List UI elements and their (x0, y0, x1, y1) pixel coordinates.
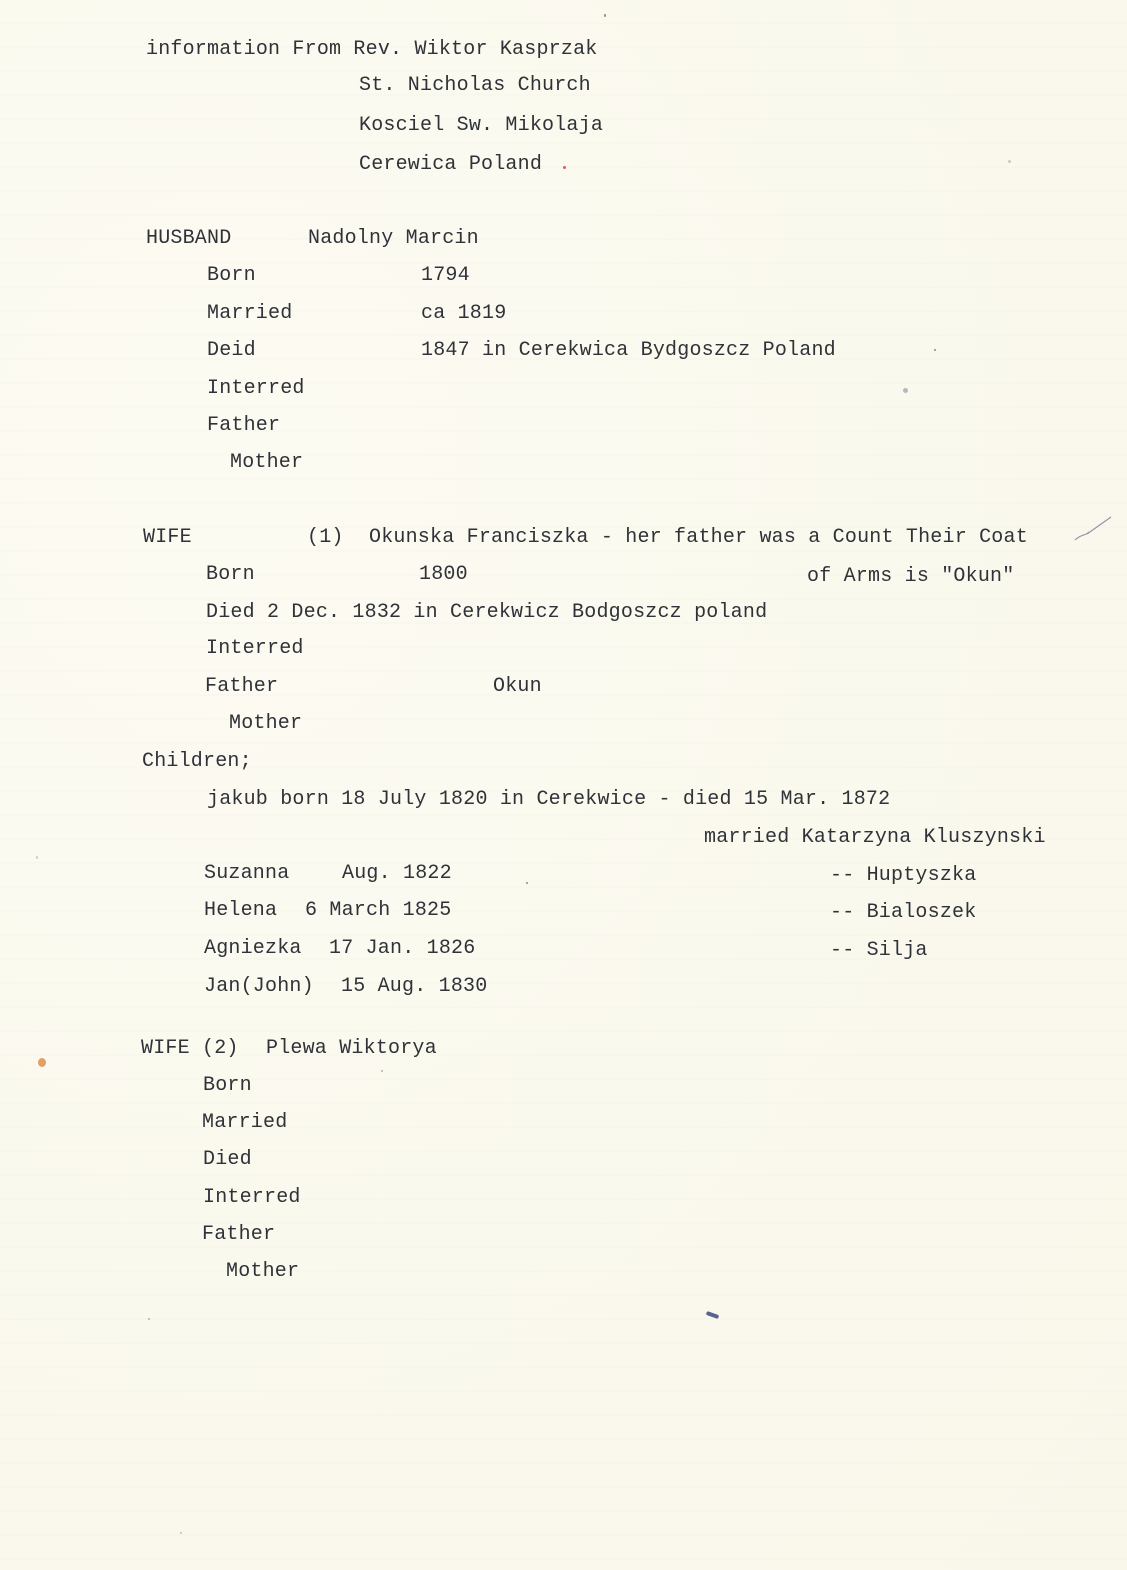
wife1-coat-of-arms-note: of Arms is "Okun" (807, 565, 1015, 588)
wife1-heading: WIFE (143, 526, 192, 549)
wife1-interred-label: Interred (206, 637, 304, 660)
husband-married-value: ca 1819 (421, 302, 507, 325)
ink-speck (934, 349, 936, 351)
child-name: Helena (204, 899, 278, 922)
check-mark-icon (1073, 514, 1113, 544)
ink-speck (563, 166, 566, 169)
wife1-number: (1) (307, 526, 344, 549)
wife1-mother-label: Mother (229, 712, 303, 735)
child-jakub-line: jakub born 18 July 1820 in Cerekwice - died 15 Mar. 1872 (207, 788, 891, 811)
child-name: Jan(John) (204, 975, 314, 998)
child-name: Suzanna (204, 862, 290, 885)
ink-speck (381, 1070, 383, 1072)
husband-died-value: 1847 in Cerekwica Bydgoszcz Poland (421, 339, 836, 362)
child-spouse: -- Silja (830, 939, 928, 962)
wife2-heading: WIFE (2) (141, 1037, 239, 1060)
husband-heading: HUSBAND (146, 227, 232, 250)
children-heading: Children; (142, 750, 252, 773)
husband-father-label: Father (207, 414, 281, 437)
husband-born-label: Born (207, 264, 256, 287)
ink-speck (148, 1318, 150, 1320)
husband-name: Nadolny Marcin (308, 227, 479, 250)
wife1-born-value: 1800 (419, 563, 468, 586)
paper-stain (38, 1058, 46, 1067)
wife2-interred-label: Interred (203, 1186, 301, 1209)
ink-speck (36, 856, 38, 859)
header-church-name: St. Nicholas Church (359, 74, 591, 97)
husband-died-label: Deid (207, 339, 256, 362)
child-spouse: -- Huptyszka (830, 864, 977, 887)
wife1-father-value: Okun (493, 675, 542, 698)
child-jakub-spouse: married Katarzyna Kluszynski (704, 826, 1046, 849)
wife1-born-label: Born (206, 563, 255, 586)
wife2-died-label: Died (203, 1148, 252, 1171)
header-church-polish-name: Kosciel Sw. Mikolaja (359, 114, 604, 137)
ink-speck (604, 14, 606, 17)
ink-speck (1008, 160, 1011, 163)
child-date: 6 March 1825 (305, 899, 452, 922)
husband-married-label: Married (207, 302, 293, 325)
wife1-name-note: Okunska Franciszka - her father was a Count Their Coat (369, 526, 1028, 549)
wife1-died-line: Died 2 Dec. 1832 in Cerekwicz Bodgoszcz poland (206, 601, 768, 624)
ink-mark (706, 1311, 720, 1319)
ink-speck (526, 882, 528, 884)
child-spouse: -- Bialoszek (830, 901, 977, 924)
wife2-name: Plewa Wiktorya (266, 1037, 437, 1060)
header-source-line: information From Rev. Wiktor Kasprzak (146, 38, 598, 61)
ink-speck (180, 1532, 182, 1534)
wife2-mother-label: Mother (226, 1260, 300, 1283)
child-date: 15 Aug. 1830 (341, 975, 488, 998)
child-name: Agniezka (204, 937, 302, 960)
child-date: Aug. 1822 (342, 862, 452, 885)
wife2-father-label: Father (202, 1223, 276, 1246)
wife1-father-label: Father (205, 675, 279, 698)
wife2-born-label: Born (203, 1074, 252, 1097)
husband-interred-label: Interred (207, 377, 305, 400)
husband-mother-label: Mother (230, 451, 304, 474)
header-location: Cerewica Poland (359, 153, 543, 176)
husband-born-value: 1794 (421, 264, 470, 287)
ink-speck (903, 388, 908, 393)
wife2-married-label: Married (202, 1111, 288, 1134)
child-date: 17 Jan. 1826 (329, 937, 476, 960)
